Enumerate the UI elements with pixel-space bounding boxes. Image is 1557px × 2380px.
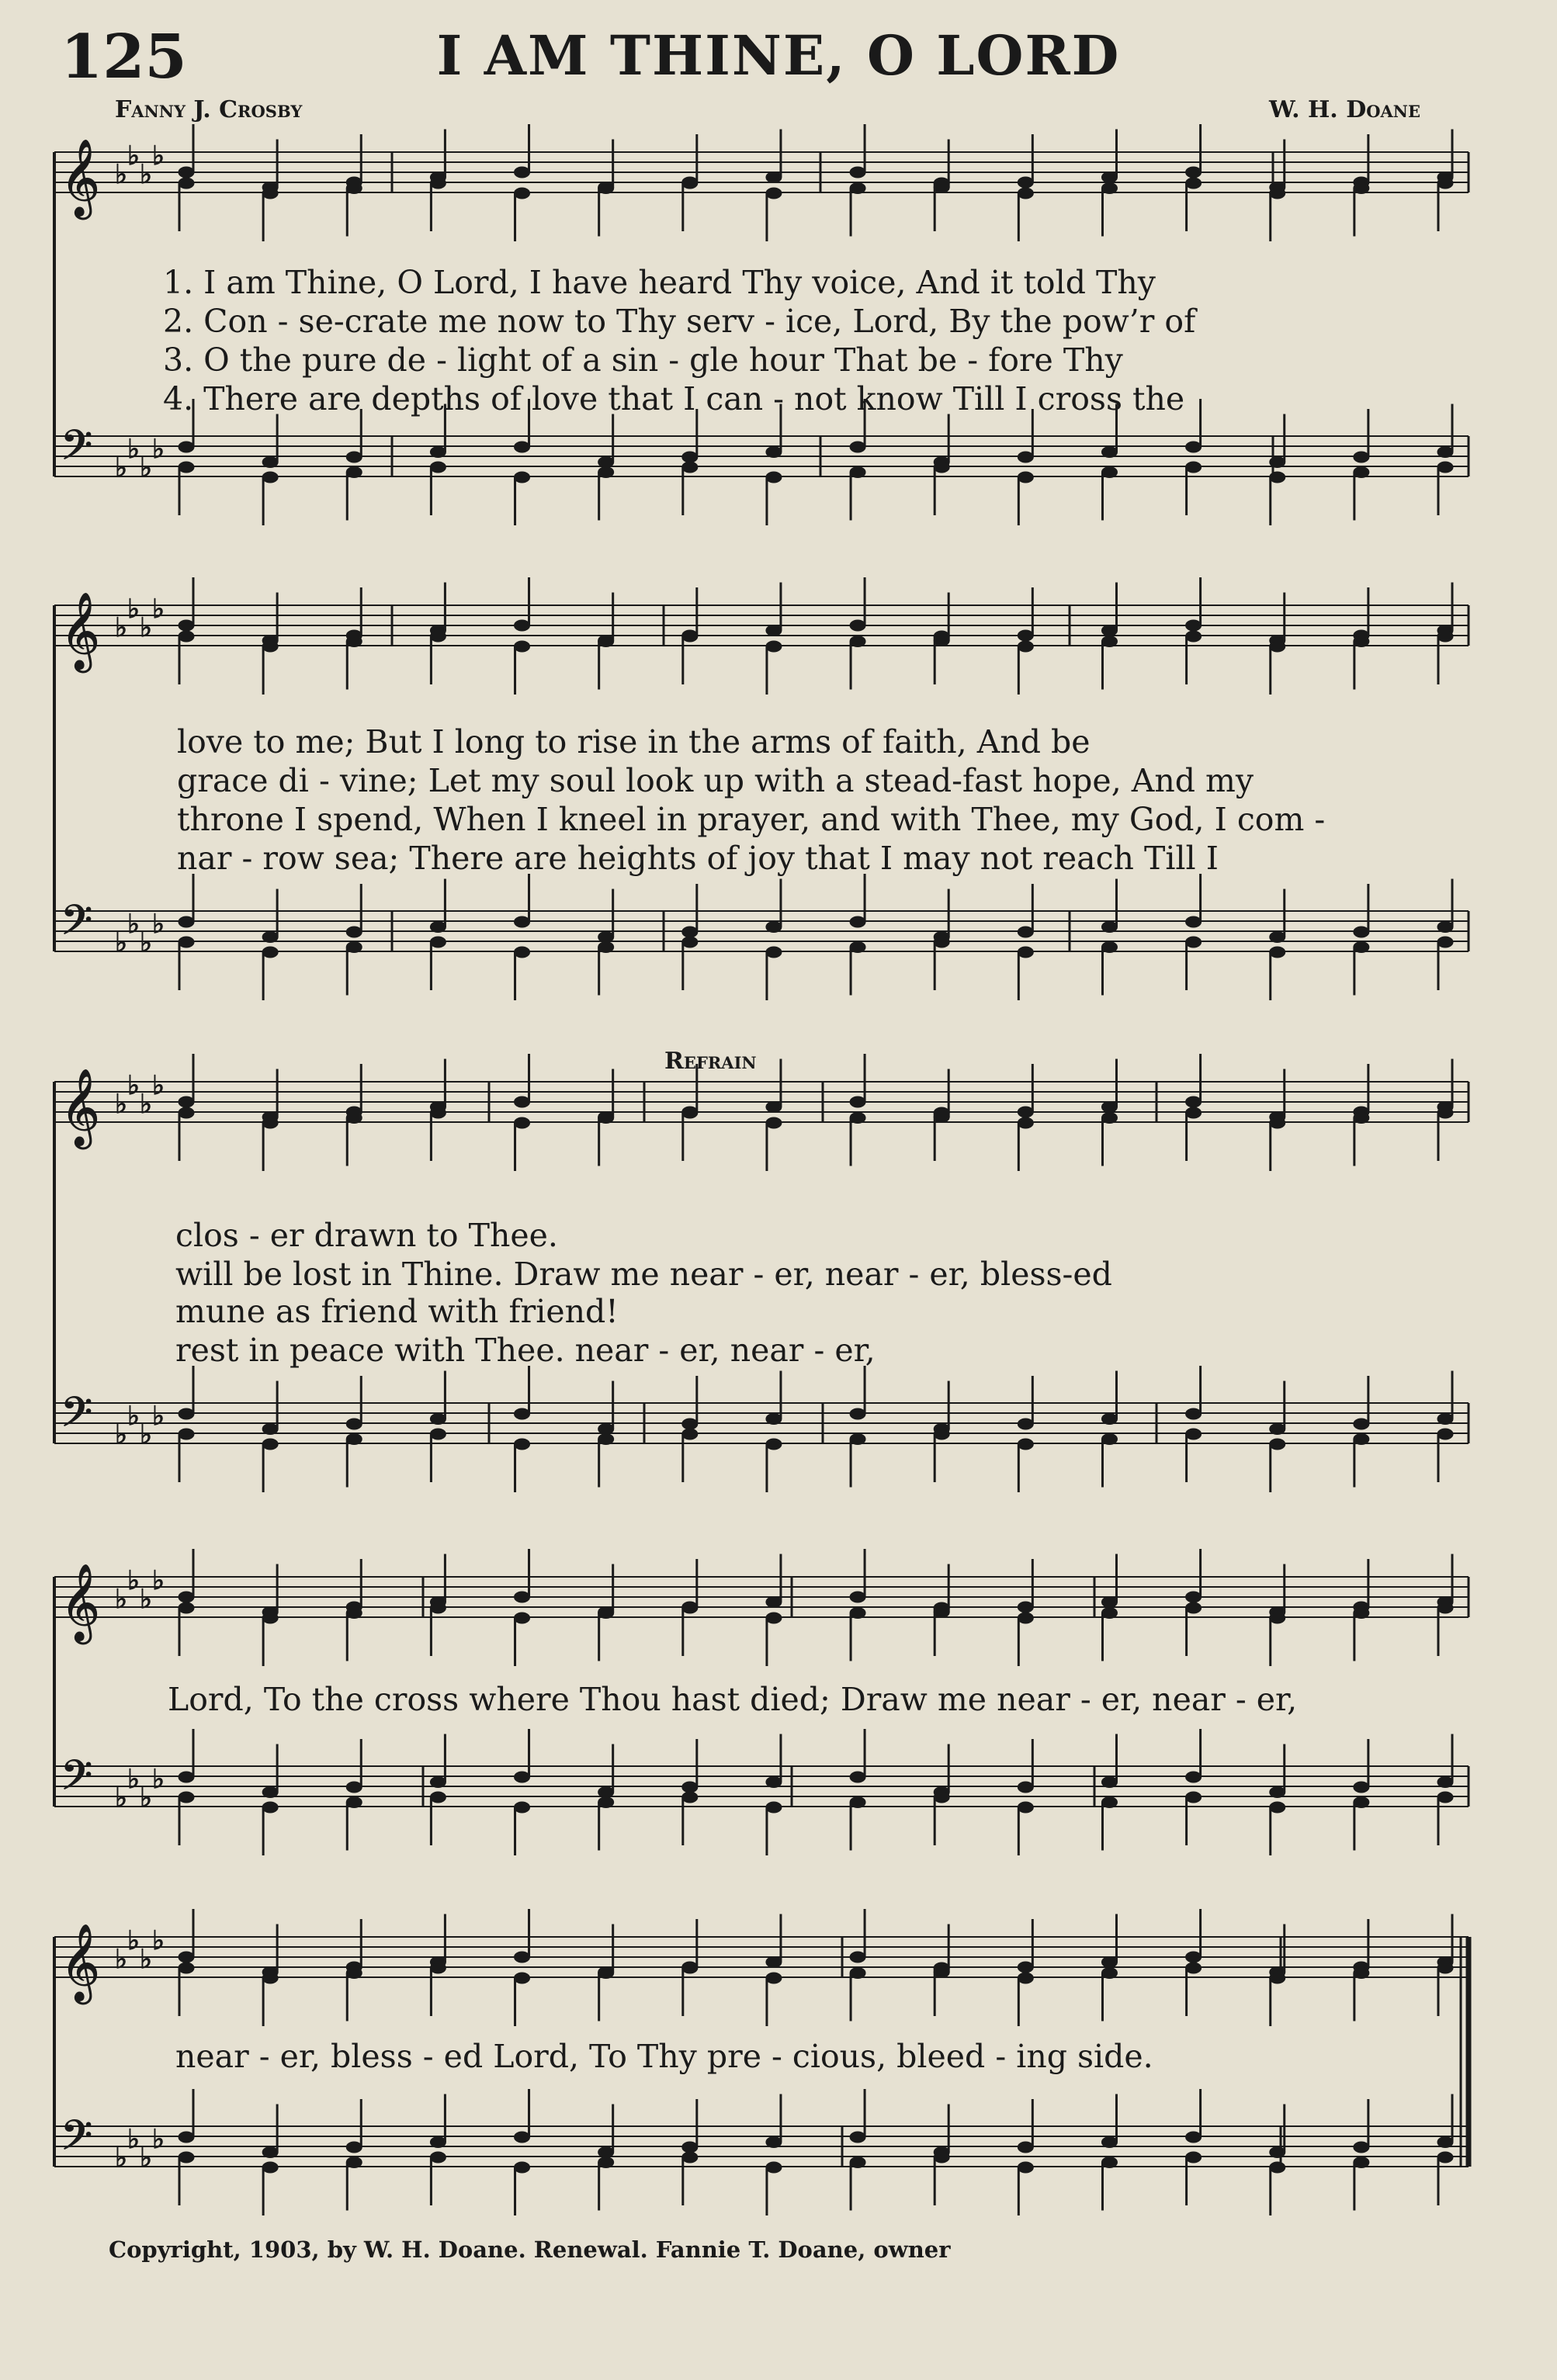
svg-text:♭: ♭ <box>152 594 165 625</box>
svg-text:♭: ♭ <box>127 1401 140 1432</box>
svg-text:𝄢: 𝄢 <box>61 897 93 954</box>
svg-text:♭: ♭ <box>140 1944 153 1975</box>
copyright-notice: Copyright, 1903, by W. H. Doane. Renewal. Fannie T. Doane, owner <box>109 2236 951 2263</box>
svg-text:♭: ♭ <box>127 434 140 465</box>
svg-text:♭: ♭ <box>127 1764 140 1795</box>
svg-text:♭: ♭ <box>152 1401 165 1432</box>
verse-3-line: mune as friend with friend! <box>175 1293 619 1330</box>
verse-3-line: 3. O the pure de - light of a sin - gle hour That be - fore Thy <box>163 341 1123 379</box>
svg-text:♭: ♭ <box>140 1782 153 1814</box>
verse-2-line: will be lost in Thine. Draw me near - er, near - er, bless-ed <box>175 1256 1112 1293</box>
verse-4-line: nar - row sea; There are heights of joy that I may not reach Till I <box>177 840 1219 877</box>
svg-text:𝄞: 𝄞 <box>61 1069 100 1146</box>
svg-text:♭: ♭ <box>152 909 165 940</box>
svg-text:♭: ♭ <box>152 1925 165 1956</box>
svg-text:♭: ♭ <box>115 2143 128 2174</box>
svg-text:♭: ♭ <box>127 594 140 625</box>
svg-text:♭: ♭ <box>140 2143 153 2174</box>
svg-text:𝄢: 𝄢 <box>61 422 93 480</box>
verse-1-line: 1. I am Thine, O Lord, I have heard Thy voice, And it told Thy <box>163 264 1156 301</box>
svg-text:♭: ♭ <box>127 909 140 940</box>
svg-text:♭: ♭ <box>152 140 165 171</box>
verse-1-line: love to me; But I long to rise in the arms of faith, And be <box>177 723 1091 760</box>
svg-text:♭: ♭ <box>115 159 128 190</box>
svg-text:♭: ♭ <box>140 1419 153 1450</box>
svg-text:♭: ♭ <box>127 1925 140 1956</box>
svg-text:♭: ♭ <box>152 1764 165 1795</box>
svg-text:♭: ♭ <box>115 1419 128 1450</box>
svg-text:♭: ♭ <box>115 927 128 958</box>
svg-text:𝄞: 𝄞 <box>61 1924 100 2001</box>
svg-text:𝄢: 𝄢 <box>61 2112 93 2170</box>
svg-text:𝄞: 𝄞 <box>61 139 100 217</box>
verse-4-line: rest in peace with Thee. near - er, near - er, <box>175 1332 876 1369</box>
svg-text:♭: ♭ <box>152 434 165 465</box>
svg-text:𝄢: 𝄢 <box>61 1389 93 1446</box>
svg-text:♭: ♭ <box>115 1584 128 1615</box>
svg-text:♭: ♭ <box>140 1089 153 1120</box>
svg-text:♭: ♭ <box>115 452 128 483</box>
svg-text:♭: ♭ <box>140 159 153 190</box>
svg-text:𝄞: 𝄞 <box>61 592 100 670</box>
svg-text:♭: ♭ <box>140 927 153 958</box>
svg-text:♭: ♭ <box>115 1782 128 1814</box>
svg-text:♭: ♭ <box>140 1584 153 1615</box>
hymn-number: 125 <box>61 22 187 92</box>
svg-text:♭: ♭ <box>115 1944 128 1975</box>
svg-text:♭: ♭ <box>115 612 128 643</box>
lyricist-credit: Fanny J. Crosby <box>115 96 303 123</box>
verse-3-line: throne I spend, When I kneel in prayer, and with Thee, my God, I com - <box>177 801 1326 838</box>
svg-text:♭: ♭ <box>152 1565 165 1596</box>
svg-text:♭: ♭ <box>140 452 153 483</box>
verse-4-line: 4. There are depths of love that I can - not know Till I cross the <box>163 380 1185 417</box>
svg-text:♭: ♭ <box>140 612 153 643</box>
svg-text:♭: ♭ <box>127 2124 140 2155</box>
svg-text:♭: ♭ <box>127 1070 140 1101</box>
verse-2-line: 2. Con - se-crate me now to Thy serv - ice, Lord, By the pow’r of <box>163 303 1196 340</box>
svg-text:♭: ♭ <box>152 1070 165 1101</box>
svg-text:♭: ♭ <box>115 1089 128 1120</box>
verse-2-line: grace di - vine; Let my soul look up with a stead-fast hope, And my <box>177 762 1254 799</box>
composer-credit: W. H. Doane <box>1269 96 1420 123</box>
verse-1-line: clos - er drawn to Thee. <box>175 1217 558 1254</box>
refrain-line: near - er, bless - ed Lord, To Thy pre - cious, bleed - ing side. <box>175 2038 1153 2075</box>
refrain-label: Refrain <box>664 1048 757 1075</box>
svg-text:♭: ♭ <box>127 140 140 171</box>
refrain-line: Lord, To the cross where Thou hast died; Draw me near - er, near - er, <box>168 1681 1298 1718</box>
svg-text:♭: ♭ <box>152 2124 165 2155</box>
svg-text:𝄞: 𝄞 <box>61 1564 100 1641</box>
hymn-title: I AM THINE, O LORD <box>436 23 1121 88</box>
svg-text:𝄢: 𝄢 <box>61 1752 93 1810</box>
svg-text:♭: ♭ <box>127 1565 140 1596</box>
